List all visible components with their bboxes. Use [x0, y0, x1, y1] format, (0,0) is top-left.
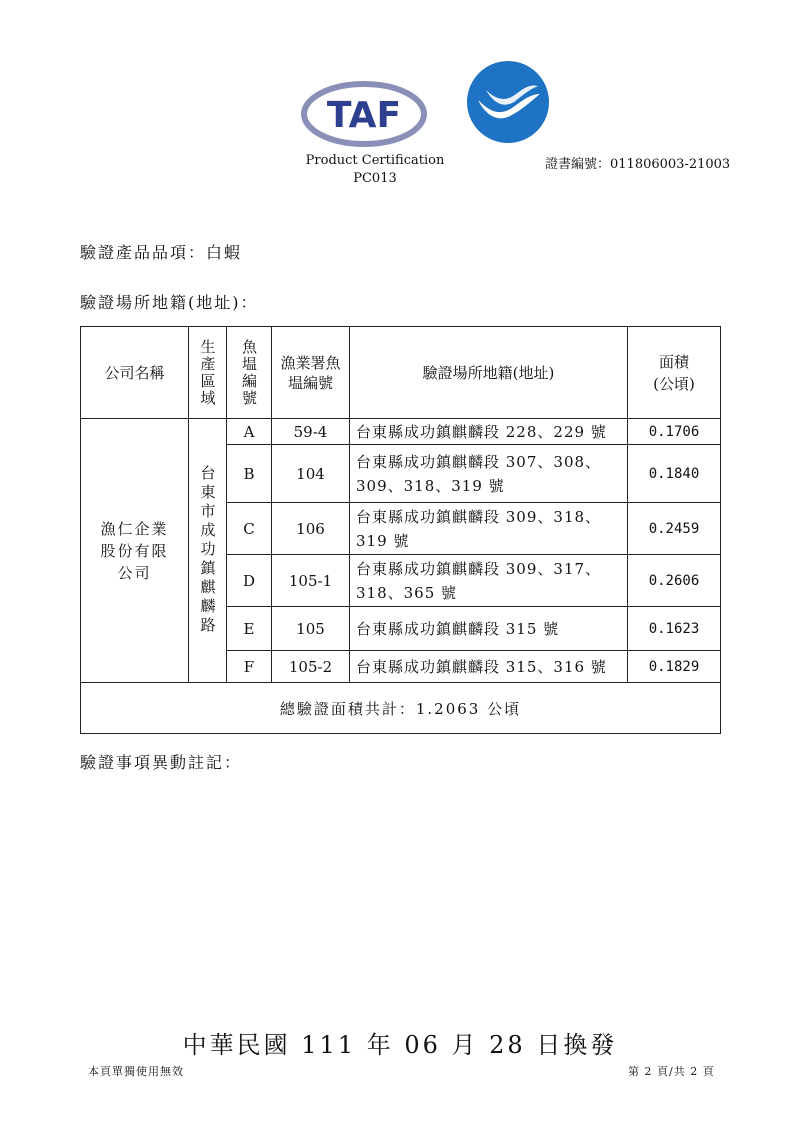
- issue-date: 中華民國 111 年 06 月 28 日換發: [182, 1031, 618, 1059]
- header-region: 生產區域: [189, 327, 227, 419]
- table-total-row: [81, 683, 721, 734]
- company-name: 漁仁企業股份有限公司: [81, 419, 189, 683]
- pond-no: E: [227, 607, 272, 651]
- address: 台東縣成功鎮麒麟段 315、316 號: [350, 651, 628, 683]
- area: 0.2606: [628, 555, 721, 607]
- fishery-pond-no: 105-2: [272, 651, 350, 683]
- certificate-number: 證書編號：011806003-21003: [545, 157, 731, 172]
- pond-no: F: [227, 651, 272, 683]
- address-label: 驗證場所地籍(地址)：: [80, 293, 259, 312]
- taf-logo: [300, 78, 428, 150]
- header-address: 驗證場所地籍(地址): [350, 327, 628, 419]
- total-area: 總驗證面積共計：1.2063 公頃: [81, 683, 721, 734]
- header-pond-no: 魚塭編號: [227, 327, 272, 419]
- address: 台東縣成功鎮麒麟段 228、229 號: [350, 419, 628, 445]
- area: 0.1623: [628, 607, 721, 651]
- fishery-pond-no: 105-1: [272, 555, 350, 607]
- fishery-pond-no: 106: [272, 503, 350, 555]
- certification-mark-icon: [466, 60, 550, 144]
- fishery-pond-no: 104: [272, 445, 350, 503]
- pond-no: D: [227, 555, 272, 607]
- area: 0.1829: [628, 651, 721, 683]
- product-item-line: 驗證產品品項：白蝦: [80, 243, 243, 262]
- header-area: 面積 (公頃): [628, 327, 721, 419]
- pc-code: PC013: [353, 171, 397, 186]
- pond-no: A: [227, 419, 272, 445]
- address: 台東縣成功鎮麒麟段 309、318、319 號: [350, 503, 628, 555]
- address: 台東縣成功鎮麒麟段 307、308、309、318、319 號: [350, 445, 628, 503]
- page-number: 第 2 頁/共 2 頁: [628, 1065, 715, 1078]
- header-company: 公司名稱: [81, 327, 189, 419]
- fishery-pond-no: 59-4: [272, 419, 350, 445]
- table-header-row: [81, 327, 721, 419]
- table-row: [81, 419, 721, 445]
- area: 0.1840: [628, 445, 721, 503]
- footer-validity-note: 本頁單獨使用無效: [88, 1065, 184, 1078]
- area: 0.1706: [628, 419, 721, 445]
- region: 台東市成功鎮麒麟路: [189, 419, 227, 683]
- product-certification-text: Product Certification: [305, 153, 445, 168]
- header-fishery-pond-no: 漁業署魚塭編號: [272, 327, 350, 419]
- certification-table: [80, 326, 721, 734]
- area: 0.2459: [628, 503, 721, 555]
- address: 台東縣成功鎮麒麟段 315 號: [350, 607, 628, 651]
- pond-no: B: [227, 445, 272, 503]
- fishery-pond-no: 105: [272, 607, 350, 651]
- pond-no: C: [227, 503, 272, 555]
- change-notes-label: 驗證事項異動註記：: [80, 753, 243, 772]
- address: 台東縣成功鎮麒麟段 309、317、318、365 號: [350, 555, 628, 607]
- taf-logo-text: TAF: [326, 95, 402, 136]
